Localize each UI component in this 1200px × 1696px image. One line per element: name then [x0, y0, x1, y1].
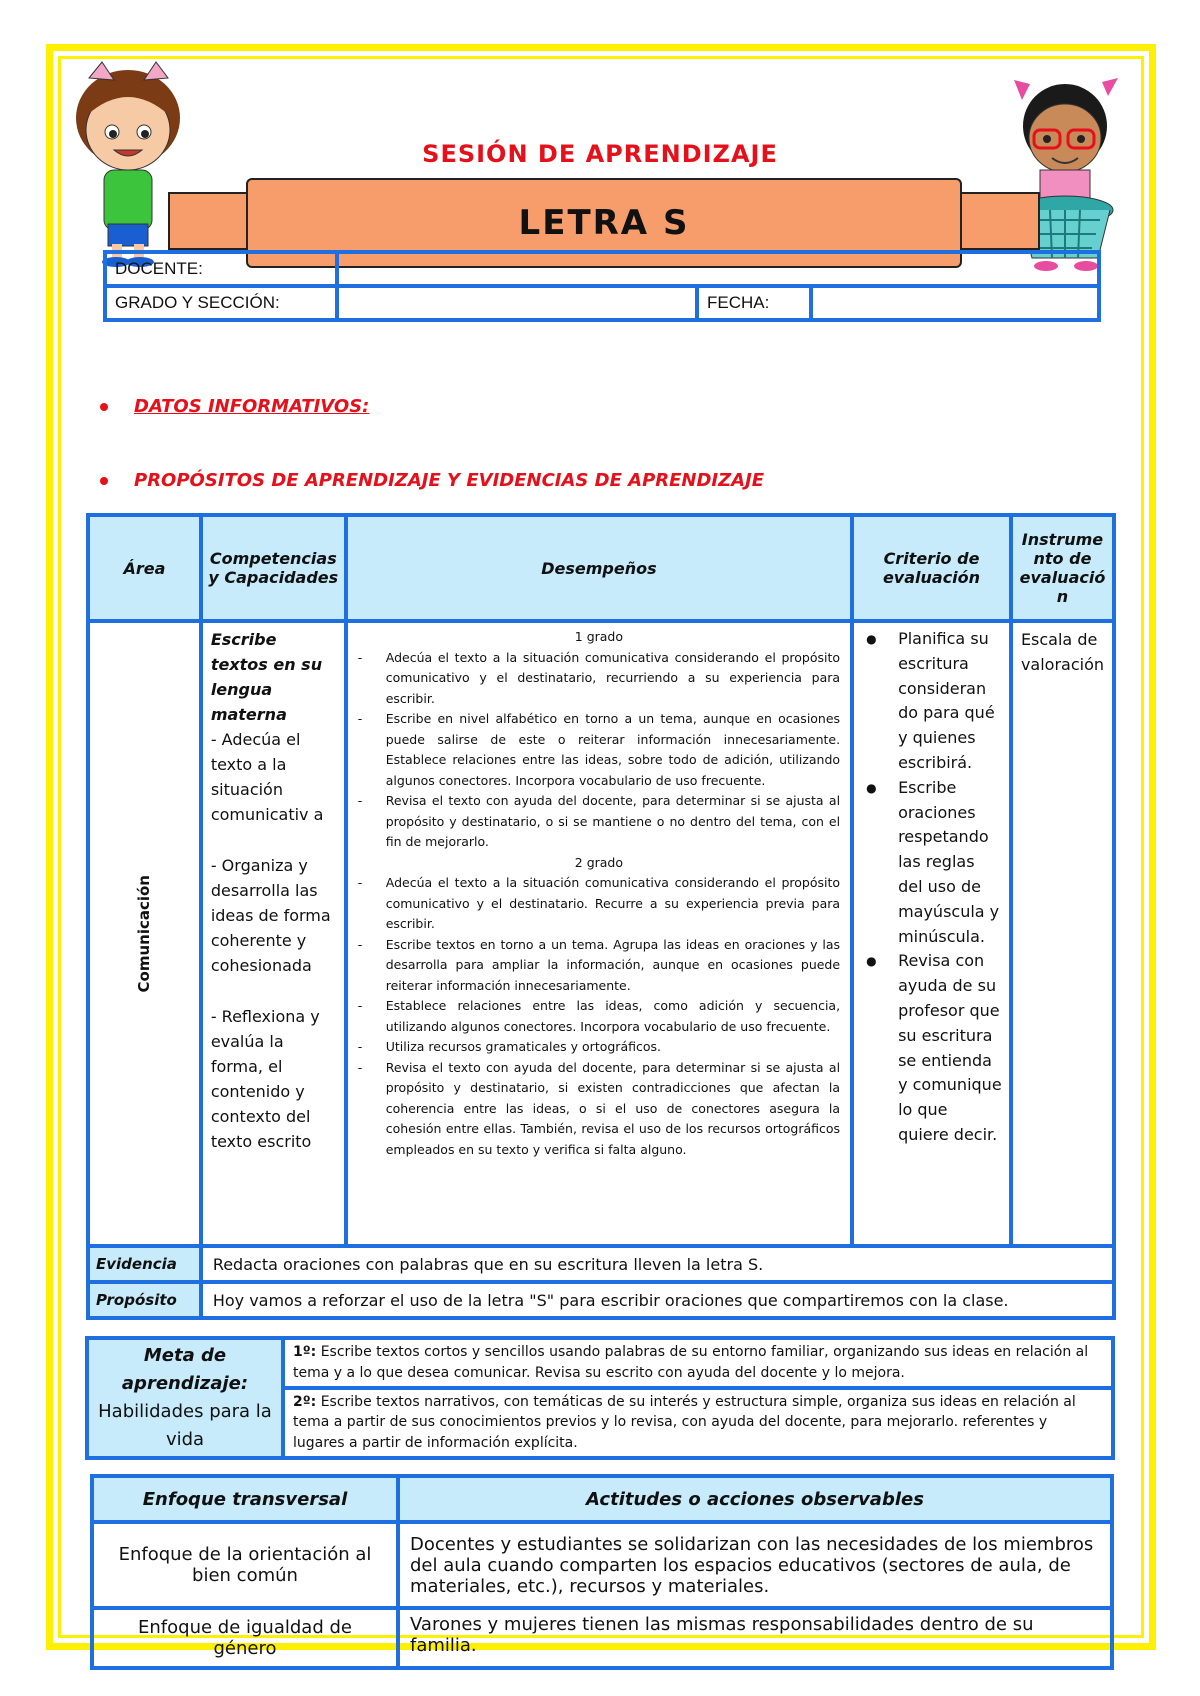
- fecha-value[interactable]: [811, 286, 1099, 320]
- evidencia-text: Redacta oraciones con palabras que en su escritura lleven la letra S.: [201, 1246, 1114, 1282]
- bullet-icon: [100, 403, 108, 411]
- instrumento-cell: Escala de valoración: [1011, 621, 1114, 1246]
- competencia-title: Escribe textos en su lengua materna: [210, 630, 323, 724]
- criterio-item: ● Escribe oraciones respetando las reglas del uso de mayúscula y minúscula.: [860, 776, 1003, 950]
- accion-cell: Varones y mujeres tienen las mismas responsabilidades dentro de su familia.: [398, 1608, 1112, 1668]
- area-cell: [88, 621, 201, 1246]
- capacidad-item: - Organiza y desarrolla las ideas de forma coherente y cohesionada: [210, 856, 331, 975]
- header-competencias: Competencias y Capacidades: [201, 515, 346, 621]
- bullet-icon: [100, 477, 108, 485]
- desempeno-item: - Escribe textos en torno a un tema. Agrupa las ideas en oraciones y las desarrolla para ampliar la información, aunque en ocasiones puede reiterar información innecesariamente.: [357, 936, 841, 993]
- meta-table: [85, 1336, 1115, 1460]
- competencias-cell: [201, 621, 346, 1246]
- docente-label: DOCENTE:: [105, 252, 337, 286]
- desempeno-item: - Adecúa el texto a la situación comunicativa considerando el propósito comunicativo y el destinatario, recurriendo a su experiencia para escribir.: [357, 649, 841, 706]
- info-table: [103, 250, 1101, 322]
- bullet-icon: ●: [866, 954, 877, 969]
- enfoque-cell: Enfoque de igualdad de género: [92, 1608, 398, 1668]
- capacidad-item: - Adecúa el texto a la situación comunicativ a: [210, 730, 324, 824]
- header-criterio: Criterio de evaluación: [852, 515, 1011, 621]
- desempeno-item: - Revisa el texto con ayuda del docente, para determinar si se ajusta al propósito y destinatario, o si se mantiene o no dentro del tema, con el fin de mejorarlo.: [357, 793, 841, 849]
- ribbon-right-tail: [950, 192, 1040, 250]
- enfoques-table: [90, 1474, 1114, 1670]
- proposito-label: Propósito: [88, 1282, 201, 1318]
- session-title: SESIÓN DE APRENDIZAJE: [422, 140, 778, 168]
- grado-heading: 1 grado: [574, 629, 624, 644]
- section-datos: DATOS INFORMATIVOS:: [100, 396, 369, 417]
- meta-label-cell: [87, 1338, 283, 1458]
- desempenos-cell: [346, 621, 852, 1246]
- header-desempenos: Desempeños: [346, 515, 852, 621]
- meta-item-1: 1º: Escribe textos cortos y sencillos usando palabras de su entorno familiar, organizando sus ideas en relación al tema y a lo que desea comunicar. Revisa su escrito con ayuda del docente y lo mejora.: [283, 1338, 1113, 1388]
- enfoque-cell: Enfoque de la orientación al bien común: [92, 1522, 398, 1608]
- criterio-item: ● Planifica su escritura consideran do para qué y quienes escribirá.: [860, 627, 1003, 776]
- desempeno-item: - Escribe en nivel alfabético en torno a un tema, aunque en ocasiones puede salirse de este o reiterar información innecesariamente. Establece relaciones entre las ideas, sobre todo de adición, utilizando algunos conectores. Incorpora vocabulario de uso frecuente.: [357, 711, 841, 788]
- actitudes-header: Actitudes o acciones observables: [398, 1476, 1112, 1522]
- docente-value[interactable]: [337, 252, 1099, 286]
- criterio-cell: [852, 621, 1011, 1246]
- grado-label: GRADO Y SECCIÓN:: [105, 286, 337, 320]
- accion-cell: Docentes y estudiantes se solidarizan con las necesidades de los miembros del aula cuando comparten los espacios educativos (sectores de aula, de materiales, etc.), recursos y materiales.: [398, 1522, 1112, 1608]
- meta-item-2: 2º: Escribe textos narrativos, con temáticas de su interés y estructura simple, organiza sus ideas en relación al tema a partir de sus conocimientos previos y lo revisa, con ayuda del docente, para mejorarlo. referentes y lugares a partir de información explícita.: [283, 1388, 1113, 1458]
- desempeno-item: - Revisa el texto con ayuda del docente, para determinar si se ajusta al propósito y destinatario, si existen contradicciones que afectan la coherencia entre las ideas, o si el uso de conectores asegura la cohesión entre ellas. También, revisa el uso de los recursos ortográficos empleados en su texto y verifica si falta alguno.: [357, 1059, 841, 1157]
- area-label: Comunicación: [135, 874, 154, 993]
- bullet-icon: ●: [866, 632, 877, 646]
- desempeno-item: - Establece relaciones entre las ideas, como adición y secuencia, utilizando algunos conectores. Incorpora vocabulario de uso frecuente.: [357, 998, 841, 1034]
- desempeno-item: - Adecúa el texto a la situación comunicativa considerando el propósito comunicativo y el destinatario. Recurre a su experiencia previa para escribir.: [357, 875, 841, 931]
- grado-heading: 2 grado: [574, 854, 624, 870]
- meta-label: Meta de aprendizaje:: [121, 1345, 249, 1394]
- desempeno-item: - Utiliza recursos gramaticales y ortográficos.: [357, 1039, 661, 1054]
- evidencia-label: Evidencia: [88, 1246, 201, 1282]
- header-instrumento: Instrume nto de evaluació n: [1011, 515, 1114, 621]
- proposito-text: Hoy vamos a reforzar el uso de la letra "S" para escribir oraciones que compartiremos con la clase.: [201, 1282, 1114, 1318]
- grado-value[interactable]: [337, 286, 697, 320]
- ribbon-left-tail: [168, 192, 258, 250]
- lesson-title: LETRA S: [518, 203, 690, 243]
- criterio-item: ● Revisa con ayuda de su profesor que su escritura se entienda y comunique lo que quiere decir.: [860, 949, 1003, 1147]
- learning-table: [86, 513, 1116, 1320]
- enfoque-header: Enfoque transversal: [92, 1476, 398, 1522]
- fecha-label: FECHA:: [697, 286, 811, 320]
- section-propositos: PROPÓSITOS DE APRENDIZAJE Y EVIDENCIAS DE APRENDIZAJE: [100, 470, 764, 491]
- header-area: Área: [88, 515, 201, 621]
- capacidad-item: - Reflexiona y evalúa la forma, el contenido y contexto del texto escrito: [210, 1007, 320, 1151]
- bullet-icon: ●: [866, 780, 877, 795]
- meta-sublabel: Habilidades para la vida: [98, 1401, 272, 1450]
